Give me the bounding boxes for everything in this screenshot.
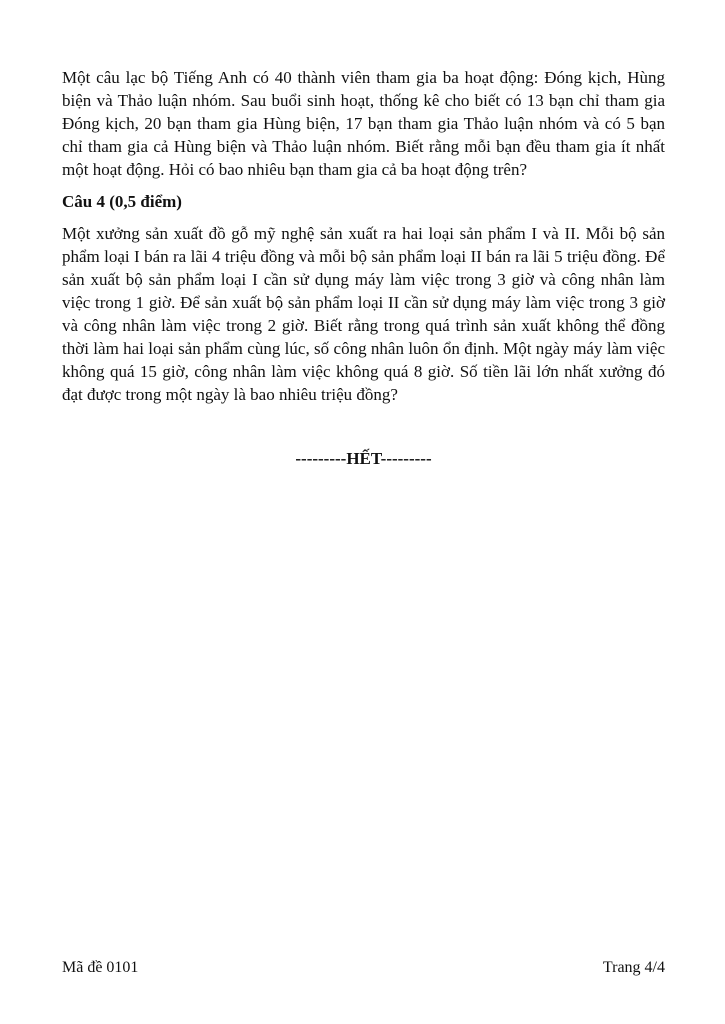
page-number: Trang 4/4 [602, 959, 665, 976]
exam-code: Mã đề 0101 [62, 959, 139, 976]
page-content [62, 66, 665, 470]
page-footer [62, 957, 665, 979]
question-4-heading: Câu 4 (0,5 điểm) [62, 192, 182, 211]
end-marker: ---------HẾT--------- [295, 449, 432, 468]
problem-paragraph: Một câu lạc bộ Tiếng Anh có 40 thành viên tham gia ba hoạt động: Đóng kịch, Hùng biện và Thảo luận nhóm. Sau buổi sinh hoạt, thống kê cho biết có 13 bạn chỉ tham gia Đóng kịch, 20 bạn tham gia Hùng biện, 17 bạn tham gia Thảo luận nhóm và có 5 bạn chỉ tham gia cả Hùng biện và Thảo luận nhóm. Biết rằng mỗi bạn đều tham gia ít nhất một hoạt động. Hỏi có bao nhiêu bạn tham gia cả ba hoạt động trên? [62, 68, 665, 179]
question-4-paragraph: Một xưởng sản xuất đồ gỗ mỹ nghệ sản xuất ra hai loại sản phẩm I và II. Mỗi bộ sản phẩm loại I bán ra lãi 4 triệu đồng và mỗi bộ sản phẩm loại II bán ra lãi 5 triệu đồng. Để sản xuất bộ sản phẩm loại I cần sử dụng máy làm việc trong 3 giờ và công nhân làm việc trong 1 giờ. Để sản xuất bộ sản phẩm loại II cần sử dụng máy làm việc trong 3 giờ và công nhân làm việc trong 2 giờ. Biết rằng trong quá trình sản xuất không thể đồng thời làm hai loại sản phẩm cùng lúc, số công nhân luôn ổn định. Một ngày máy làm việc không quá 15 giờ, công nhân làm việc không quá 8 giờ. Số tiền lãi lớn nhất xưởng đó đạt được trong một ngày là bao nhiêu triệu đồng? [62, 224, 665, 404]
